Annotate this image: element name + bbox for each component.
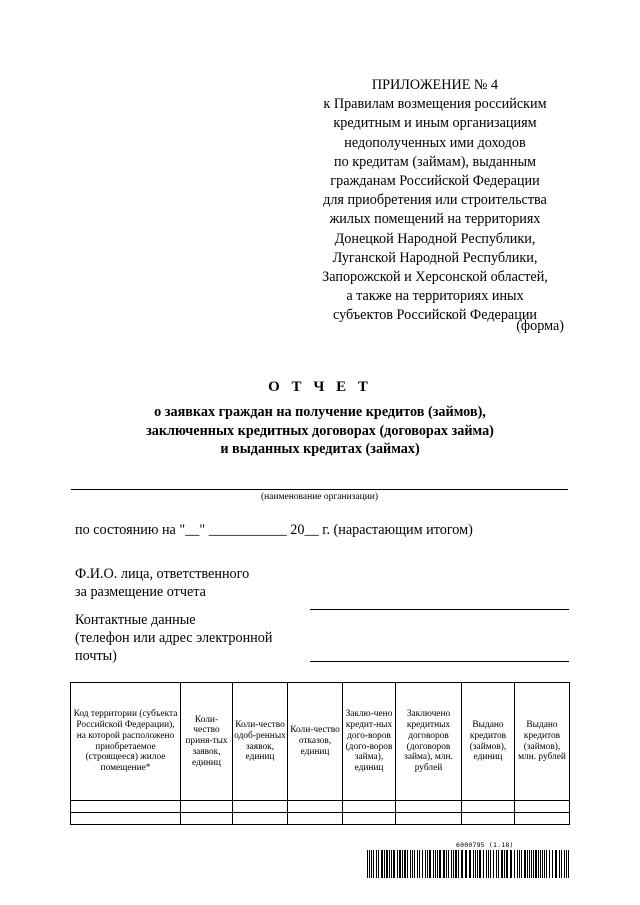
- table-cell[interactable]: [181, 813, 233, 825]
- appendix-line: субъектов Российской Федерации: [332, 307, 538, 324]
- header-accepted-applications: Коли-чество приня-тых заявок, единиц: [181, 683, 233, 801]
- table-cell[interactable]: [396, 813, 462, 825]
- appendix-line: а также на территориях иных: [346, 288, 524, 305]
- appendix-line: гражданам Российской Федерации: [330, 173, 540, 190]
- table-cell[interactable]: [343, 801, 396, 813]
- header-refusals: Коли-чество отказов, единиц: [288, 683, 343, 801]
- table-cell[interactable]: [343, 813, 396, 825]
- table-cell[interactable]: [181, 801, 233, 813]
- appendix-line: жилых помещений на территориях: [329, 211, 541, 228]
- appendix-line: по кредитам (займам), выданным: [334, 153, 536, 170]
- form-label: (форма): [516, 318, 564, 334]
- contact-data-field-line: [310, 661, 569, 662]
- contact-data-label: [75, 611, 272, 665]
- org-name-caption: (наименование организации): [260, 492, 379, 502]
- appendix-line: недополученных ими доходов: [344, 134, 526, 151]
- as-of-date-line: по состоянию на "__" ___________ 20__ г. (нарастающим итогом): [75, 522, 473, 538]
- table-cell[interactable]: [462, 801, 515, 813]
- appendix-header: [285, 76, 585, 326]
- contact-line: (телефон или адрес электронной: [75, 630, 273, 646]
- report-table: [70, 682, 570, 825]
- table-cell[interactable]: [233, 813, 288, 825]
- contact-line: Контактные данные: [75, 612, 196, 628]
- table-cell[interactable]: [71, 813, 181, 825]
- table-cell[interactable]: [71, 801, 181, 813]
- appendix-title: ПРИЛОЖЕНИЕ № 4: [371, 77, 499, 93]
- appendix-line: для приобретения или строительства: [323, 192, 547, 209]
- header-contracts-count: Заклю-чено кредит-ных дого-воров (дого-воров займа), единиц: [343, 683, 396, 801]
- header-territory-code: Код территории (субъекта Российской Федерации), на которой расположено приобретаемое (строящееся) жилое помещение*: [71, 683, 181, 801]
- table-cell[interactable]: [515, 801, 570, 813]
- subtitle-line: о заявках граждан на получение кредитов (займов),: [154, 404, 486, 420]
- table-cell[interactable]: [515, 813, 570, 825]
- header-loans-count: Выдано кредитов (займов), единиц: [462, 683, 515, 801]
- header-contracts-amount: Заключено кредитных договоров (договоров займа), млн. рублей: [396, 683, 462, 801]
- responsible-line: Ф.И.О. лица, ответственного: [75, 566, 250, 582]
- appendix-line: Луганской Народной Республики,: [332, 249, 538, 266]
- table-row: [71, 801, 570, 813]
- appendix-line: к Правилам возмещения российским: [323, 96, 547, 113]
- form-code: 6000795 (1.18): [456, 841, 514, 849]
- appendix-line: Донецкой Народной Республики,: [334, 230, 536, 247]
- subtitle-line: и выданных кредитах (займах): [220, 441, 420, 457]
- report-title: О Т Ч Е Т: [268, 379, 372, 395]
- table-cell[interactable]: [288, 813, 343, 825]
- table-row: [71, 813, 570, 825]
- table-cell[interactable]: [396, 801, 462, 813]
- contact-line: почты): [75, 648, 117, 664]
- responsible-person-field-line: [310, 609, 569, 610]
- appendix-line: Запорожской и Херсонской областей,: [322, 269, 548, 286]
- org-name-line: [71, 489, 568, 490]
- appendix-line: кредитным и иным организациям: [333, 115, 537, 132]
- table-cell[interactable]: [233, 801, 288, 813]
- header-loans-amount: Выдано кредитов (займов), млн. рублей: [515, 683, 570, 801]
- table-header-row: [71, 683, 570, 801]
- barcode-icon: [367, 850, 572, 878]
- table-cell[interactable]: [288, 801, 343, 813]
- header-approved-applications: Коли-чество одоб-ренных заявок, единиц: [233, 683, 288, 801]
- responsible-line: за размещение отчета: [75, 583, 206, 600]
- table-cell[interactable]: [462, 813, 515, 825]
- report-subtitle: [0, 403, 640, 459]
- responsible-person-label: [75, 566, 249, 601]
- subtitle-line: заключенных кредитных договорах (договорах займа): [146, 422, 494, 439]
